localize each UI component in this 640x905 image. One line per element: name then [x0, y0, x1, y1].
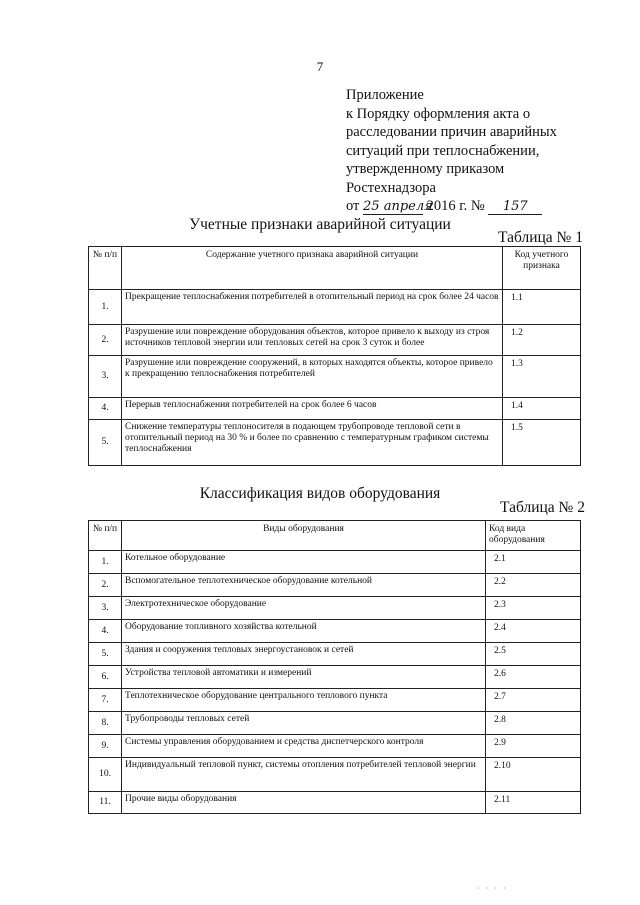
- table-row: [89, 356, 581, 398]
- row-num: 7.: [89, 689, 122, 712]
- row-num: 3.: [89, 356, 122, 398]
- row-code: 1.2: [503, 325, 581, 356]
- table-row: [89, 398, 581, 420]
- handwritten-number: 157: [488, 200, 542, 215]
- scan-artifact: · · · ·: [477, 884, 508, 893]
- row-code: 1.3: [503, 356, 581, 398]
- row-num: 9.: [89, 735, 122, 758]
- row-text: Разрушение или повреждение оборудования объектов, которое привело к выходу из строя источников тепловой энергии или тепловых сетей на срок 3 суток и более: [122, 325, 503, 356]
- table1-label: Таблица № 1: [498, 229, 583, 246]
- table-row: [89, 290, 581, 325]
- table-row: [89, 620, 581, 643]
- appendix-line: Ростехнадзора: [346, 179, 436, 196]
- table-row: [89, 689, 581, 712]
- appendix-line: ситуаций при теплоснабжении,: [346, 142, 540, 159]
- row-code: 2.2: [486, 574, 581, 597]
- row-text: Вспомогательное теплотехническое оборудование котельной: [122, 574, 486, 597]
- table-accident-criteria: [88, 246, 581, 466]
- appendix-line: расследовании причин аварийных: [346, 124, 557, 140]
- table-header-row: [89, 521, 581, 551]
- row-num: 11.: [89, 792, 122, 814]
- table-row: [89, 574, 581, 597]
- table-row: [89, 792, 581, 814]
- row-text: Оборудование топливного хозяйства котельной: [122, 620, 486, 643]
- appendix-block: [346, 86, 616, 216]
- section2-title: Классификация видов оборудования: [199, 485, 441, 502]
- appendix-line: к Порядку оформления акта о: [346, 105, 531, 122]
- page-number: 7: [316, 59, 324, 74]
- header-code: Код вида оборудования: [486, 521, 581, 551]
- row-text: Прекращение теплоснабжения потребителей в отопительный период на срок более 24 часов: [122, 290, 503, 325]
- section1-title: Учетные признаки аварийной ситуации: [189, 216, 451, 233]
- row-num: 5.: [89, 643, 122, 666]
- table-row: [89, 325, 581, 356]
- row-text: Снижение температуры теплоносителя в подающем трубопроводе тепловой сети в отопительный период на 30 % и более по сравнению с температурным графиком системы теплоснабжения: [122, 420, 503, 466]
- date-prefix: от: [346, 198, 360, 214]
- table2-label: Таблица № 2: [500, 499, 585, 516]
- table-equipment-types: [88, 520, 581, 814]
- row-code: 2.9: [486, 735, 581, 758]
- row-num: 2.: [89, 325, 122, 356]
- row-code: 2.6: [486, 666, 581, 689]
- table-row: [89, 758, 581, 792]
- row-code: 1.4: [503, 398, 581, 420]
- row-code: 1.5: [503, 420, 581, 466]
- appendix-date-line: [346, 197, 616, 216]
- row-text: Индивидуальный тепловой пункт, системы отопления потребителей тепловой энергии: [122, 758, 486, 792]
- header-content: Содержание учетного признака аварийной ситуации: [122, 247, 503, 290]
- table-row: [89, 551, 581, 574]
- row-text: Теплотехническое оборудование центрального теплового пункта: [122, 689, 486, 712]
- table-row: [89, 643, 581, 666]
- table-row: [89, 712, 581, 735]
- table-row: [89, 666, 581, 689]
- appendix-line: Приложение: [346, 87, 424, 103]
- handwritten-date: 25 апреля: [363, 199, 433, 214]
- row-num: 2.: [89, 574, 122, 597]
- row-text: Системы управления оборудованием и средства диспетчерского контроля: [122, 735, 486, 758]
- header-num: № п/п: [89, 247, 122, 290]
- year-text: 2016 г. №: [426, 198, 485, 214]
- row-text: Устройства тепловой автоматики и измерений: [122, 666, 486, 689]
- row-num: 3.: [89, 597, 122, 620]
- row-num: 4.: [89, 620, 122, 643]
- row-code: 2.11: [486, 792, 581, 814]
- row-code: 2.3: [486, 597, 581, 620]
- row-code: 2.8: [486, 712, 581, 735]
- row-text: Прочие виды оборудования: [122, 792, 486, 814]
- row-code: 1.1: [503, 290, 581, 325]
- row-text: Разрушение или повреждение сооружений, в которых находятся объекты, которое привело к прекращению теплоснабжения потребителей: [122, 356, 503, 398]
- row-num: 6.: [89, 666, 122, 689]
- appendix-line: утвержденному приказом: [346, 161, 505, 177]
- row-text: Трубопроводы тепловых сетей: [122, 712, 486, 735]
- table-header-row: [89, 247, 581, 290]
- table-row: [89, 735, 581, 758]
- row-text: Котельное оборудование: [122, 551, 486, 574]
- table-row: [89, 597, 581, 620]
- row-num: 4.: [89, 398, 122, 420]
- row-text: Электротехническое оборудование: [122, 597, 486, 620]
- row-num: 1.: [89, 290, 122, 325]
- row-code: 2.5: [486, 643, 581, 666]
- row-code: 2.4: [486, 620, 581, 643]
- row-text: Перерыв теплоснабжения потребителей на срок более 6 часов: [122, 398, 503, 420]
- header-num: № п/п: [89, 521, 122, 551]
- header-content: Виды оборудования: [122, 521, 486, 551]
- row-code: 2.10: [486, 758, 581, 792]
- row-text: Здания и сооружения тепловых энергоустановок и сетей: [122, 643, 486, 666]
- table-row: [89, 420, 581, 466]
- row-num: 8.: [89, 712, 122, 735]
- row-num: 10.: [89, 758, 122, 792]
- row-code: 2.7: [486, 689, 581, 712]
- row-code: 2.1: [486, 551, 581, 574]
- row-num: 5.: [89, 420, 122, 466]
- header-code: Код учетного признака: [503, 247, 581, 290]
- row-num: 1.: [89, 551, 122, 574]
